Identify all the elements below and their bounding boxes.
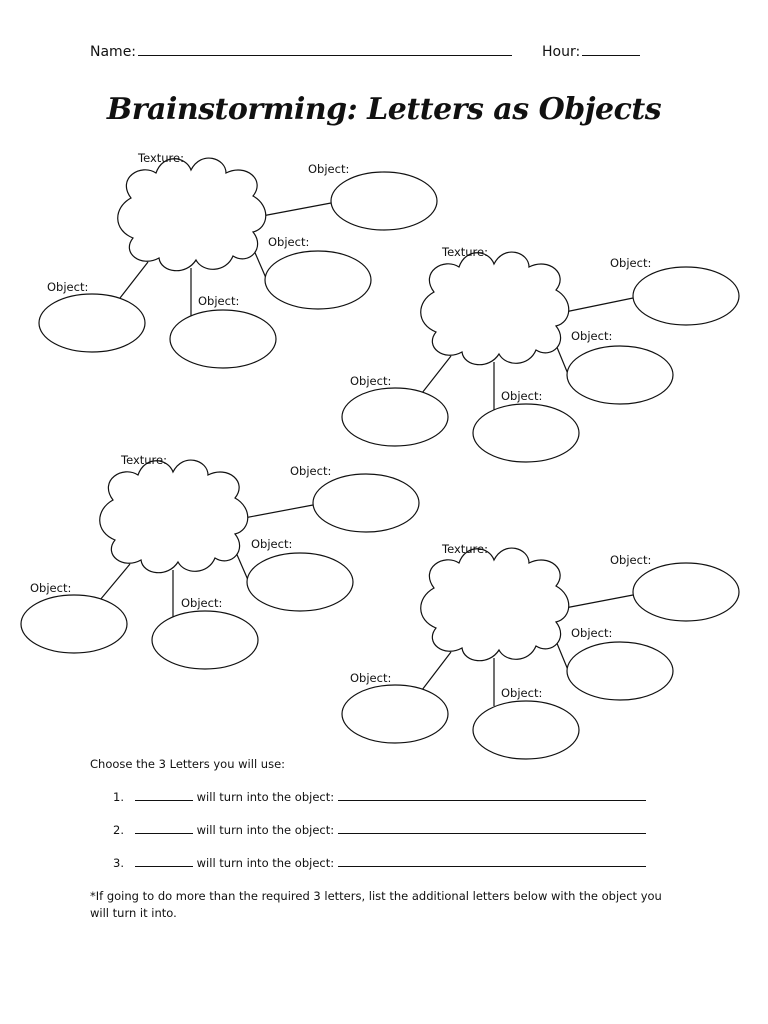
texture-label: Texture: [442,245,488,259]
letter-row-2 [113,823,646,837]
object-blank[interactable] [338,800,646,801]
object-label: Object: [30,581,72,595]
object-label: Object: [350,671,392,685]
additional-letters-note: *If going to do more than the required 3 letters, list the additional letters below with the object you will turn it into. [90,889,662,920]
object-oval[interactable] [39,294,145,352]
row-text: will turn into the object: [196,790,335,804]
connector-line [100,564,130,600]
object-label: Object: [501,389,543,403]
connector-line [262,203,331,216]
letter-row-3 [113,856,646,870]
object-oval[interactable] [331,172,437,230]
object-blank[interactable] [338,866,646,867]
object-label: Object: [501,686,543,700]
object-label: Object: [198,294,240,308]
name-label: Name: [90,44,137,60]
letter-blank[interactable] [135,833,193,834]
hour-label: Hour: [542,44,581,60]
object-oval[interactable] [342,685,448,743]
texture-cloud[interactable] [118,158,266,271]
object-oval[interactable] [473,404,579,462]
row-text: will turn into the object: [196,856,335,870]
object-oval[interactable] [247,553,353,611]
diagram-1 [39,151,437,368]
texture-label: Texture: [138,151,184,165]
object-oval[interactable] [265,251,371,309]
page-title: Brainstorming: Letters as Objects [106,92,662,127]
texture-cloud[interactable] [421,548,569,661]
connector-line [565,595,633,608]
connector-line [120,262,148,298]
diagram-3 [21,453,419,669]
object-oval[interactable] [473,701,579,759]
object-oval[interactable] [342,388,448,446]
texture-label: Texture: [442,542,488,556]
letter-blank[interactable] [135,800,193,801]
object-oval[interactable] [21,595,127,653]
texture-cloud[interactable] [100,460,248,573]
diagram-4 [342,542,739,759]
diagram-2 [342,245,739,462]
list-number: 3. [113,856,124,870]
object-oval[interactable] [567,642,673,700]
object-oval[interactable] [567,346,673,404]
object-label: Object: [610,553,652,567]
object-oval[interactable] [170,310,276,368]
letter-blank[interactable] [135,866,193,867]
object-label: Object: [290,464,332,478]
letter-row-1 [113,790,646,804]
object-label: Object: [350,374,392,388]
list-number: 1. [113,790,124,804]
texture-cloud[interactable] [421,252,569,365]
instructions-text: Choose the 3 Letters you will use: [90,757,286,771]
list-number: 2. [113,823,124,837]
object-label: Object: [308,162,350,176]
object-oval[interactable] [633,267,739,325]
connector-line [244,505,313,518]
object-label: Object: [268,235,310,249]
object-label: Object: [181,596,223,610]
object-oval[interactable] [633,563,739,621]
texture-label: Texture: [121,453,167,467]
object-oval[interactable] [152,611,258,669]
object-label: Object: [610,256,652,270]
object-label: Object: [47,280,89,294]
row-text: will turn into the object: [196,823,335,837]
connector-line [565,298,633,312]
connector-line [422,652,451,690]
object-label: Object: [251,537,293,551]
connector-line [422,356,451,393]
object-label: Object: [571,329,613,343]
object-blank[interactable] [338,833,646,834]
object-label: Object: [571,626,613,640]
object-oval[interactable] [313,474,419,532]
